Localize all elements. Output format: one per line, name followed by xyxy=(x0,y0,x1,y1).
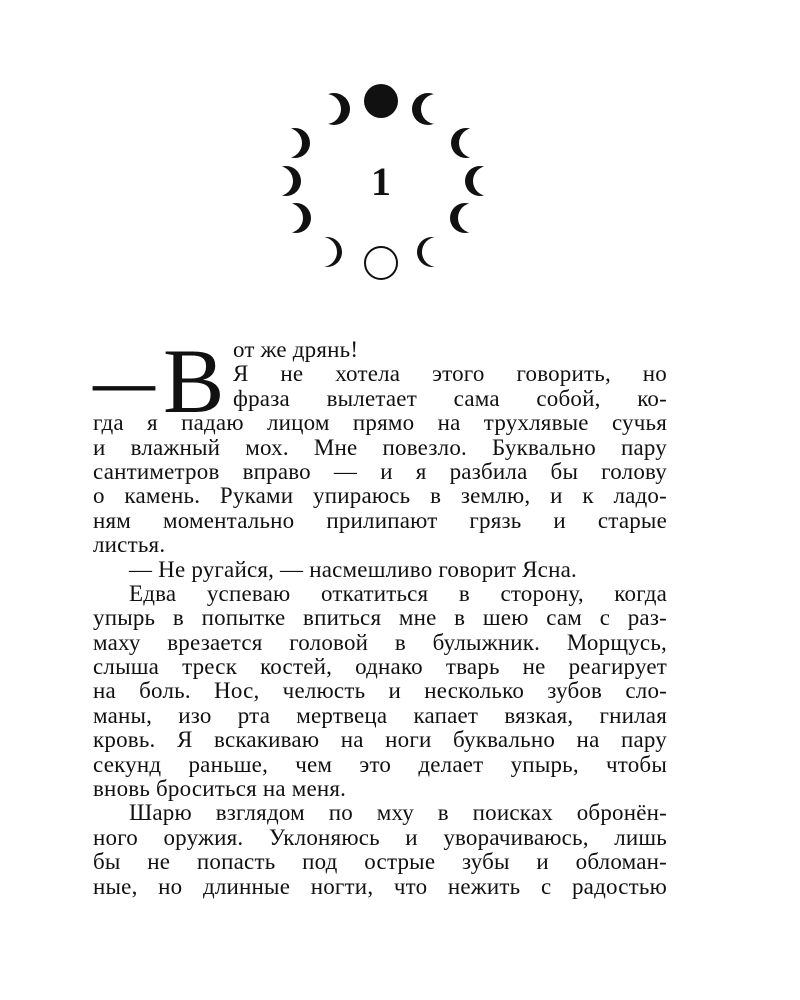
chapter-number: 1 xyxy=(371,159,391,204)
text-line: сантиметров вправо — и я разбила бы голову xyxy=(93,459,667,484)
thin-crescent-moon-icon xyxy=(417,237,447,267)
text-line: ням моментально прилипают грязь и старые xyxy=(93,508,667,533)
text-line: секунд раньше, чем это делает упырь, чтобы xyxy=(93,752,667,777)
dropcap-letter: В xyxy=(163,330,225,432)
text-line: о камень. Руками упираюсь в землю, и к ладо- xyxy=(93,484,667,509)
text-line: упырь в попытке впиться мне в шею сам с раз- xyxy=(93,606,667,631)
text-line: от же дрянь! xyxy=(233,338,359,362)
text-line: фраза вылетает сама собой, ко- xyxy=(233,386,667,411)
text-line: Я не хотела этого говорить, но xyxy=(233,362,667,387)
chapter-text xyxy=(93,338,667,899)
crescent-moon-icon xyxy=(281,203,311,233)
thin-crescent-moon-icon xyxy=(312,237,342,267)
crescent-moon-icon xyxy=(465,166,495,196)
full-moon-icon xyxy=(364,84,398,118)
text-line: Шарю взглядом по мху в поисках обронён- xyxy=(129,801,667,826)
text-line: вновь броситься на меня. xyxy=(93,777,347,802)
text-line: гда я падаю лицом прямо на трухлявые сучья xyxy=(93,411,667,436)
text-line: Едва успеваю откатиться в сторону, когда xyxy=(129,581,667,606)
crescent-moon-icon xyxy=(271,166,301,196)
dropcap-dash: — xyxy=(93,349,155,417)
text-line: на боль. Нос, челюсть и несколько зубов сло- xyxy=(93,679,667,704)
text-line: и влажный мох. Мне повезло. Буквально пару xyxy=(93,435,667,460)
gibbous-moon-icon xyxy=(412,93,444,125)
text-line: ного оружия. Уклоняюсь и уворачиваюсь, лишь xyxy=(93,825,667,850)
text-line: маны, изо рта мертвеца капает вязкая, гнилая xyxy=(93,703,667,728)
gibbous-moon-icon xyxy=(318,93,350,125)
text-line: листья. xyxy=(93,533,166,558)
new-moon-icon xyxy=(365,247,397,279)
moon-phase-ornament xyxy=(0,0,800,300)
text-line: ные, но длинные ногти, что нежить с радостью xyxy=(93,874,667,899)
text-line: кровь. Я вскакиваю на ноги буквально на пару xyxy=(93,728,667,753)
text-line: слыша треск костей, однако тварь не реагирует xyxy=(93,655,667,680)
text-line: — Не ругайся, — насмешливо говорит Ясна. xyxy=(129,557,577,582)
crescent-moon-icon xyxy=(451,128,481,158)
text-line: бы не попасть под острые зубы и обломан- xyxy=(93,850,667,875)
text-line: маху врезается головой в булыжник. Морщусь, xyxy=(93,630,667,655)
crescent-moon-icon xyxy=(450,203,480,233)
crescent-moon-icon xyxy=(280,128,310,158)
